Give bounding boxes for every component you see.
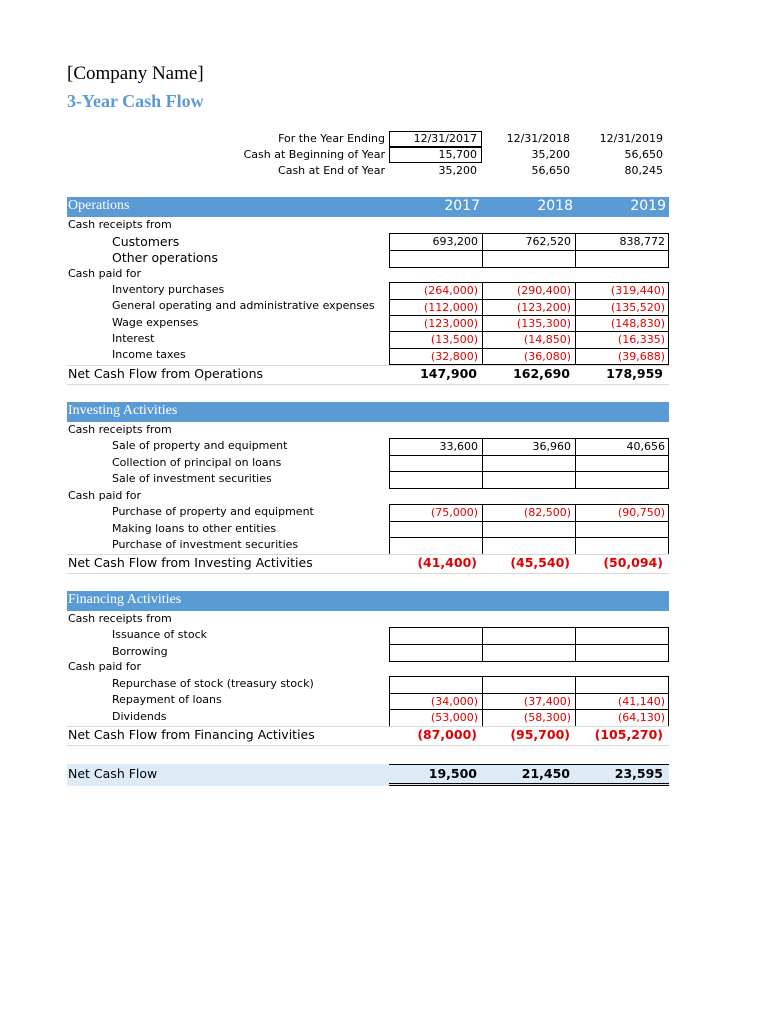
cash-end-2019: 80,245	[624, 164, 663, 177]
fin-net-2018: (95,700)	[510, 727, 570, 742]
ops-paid-4-2019[interactable]: (39,688)	[575, 349, 669, 365]
cash-beginning-label: Cash at Beginning of Year	[243, 148, 385, 161]
financing-header-band	[67, 591, 669, 611]
inv-paid-0-2019[interactable]: (90,750)	[575, 505, 669, 522]
cash-end-2018: 56,650	[531, 164, 570, 177]
inv-receipt-2-2018[interactable]	[482, 472, 575, 489]
year-ending-label: For the Year Ending	[278, 132, 385, 145]
net-cash-flow-2018: 21,450	[521, 766, 570, 781]
ops-net-2018: 162,690	[513, 366, 570, 381]
ops-paid-0-2018[interactable]: (290,400)	[482, 283, 575, 300]
fin-receipt-label-1: Borrowing	[112, 645, 168, 658]
inv-total-bottom-line	[67, 573, 669, 574]
inv-receipt-0-2018[interactable]: 36,960	[482, 439, 575, 456]
financing-title: Financing Activities	[68, 592, 182, 607]
inv-paid-1-2019[interactable]	[575, 522, 669, 538]
fin-receipts-label: Cash receipts from	[68, 612, 172, 625]
inv-net-2018: (45,540)	[510, 555, 570, 570]
ops-paid-0-2017[interactable]: (264,000)	[389, 283, 482, 300]
inv-paid-0-2017[interactable]: (75,000)	[389, 505, 482, 522]
inv-paid-label-0: Purchase of property and equipment	[112, 505, 314, 518]
fin-paid-2-2019[interactable]: (64,130)	[575, 710, 669, 727]
ops-paid-label-0: Inventory purchases	[112, 283, 225, 296]
ops-paid-3-2019[interactable]: (16,335)	[575, 332, 669, 349]
fin-paid-label: Cash paid for	[68, 660, 142, 673]
ops-receipts-label: Cash receipts from	[68, 218, 172, 231]
net-cash-flow-top-border	[389, 764, 669, 765]
year-2017-header: 2017	[444, 198, 480, 214]
fin-paid-0-2019[interactable]	[575, 677, 669, 694]
fin-receipt-1-2017[interactable]	[389, 645, 482, 662]
inv-receipt-label-0: Sale of property and equipment	[112, 439, 288, 452]
inv-paid-grid	[389, 504, 669, 554]
inv-receipt-1-2017[interactable]	[389, 456, 482, 472]
fin-receipt-1-2018[interactable]	[482, 645, 575, 662]
ops-paid-2-2017[interactable]: (123,000)	[389, 316, 482, 332]
fin-paid-0-2017[interactable]	[389, 677, 482, 694]
fin-total-bottom-line	[67, 745, 669, 746]
fin-paid-label-2: Dividends	[112, 710, 167, 723]
year-2018-header: 2018	[537, 198, 573, 214]
fin-paid-2-2017[interactable]: (53,000)	[389, 710, 482, 727]
ops-customers-label: Customers	[112, 234, 180, 249]
fin-receipt-0-2019[interactable]	[575, 628, 669, 645]
net-cash-flow-2017: 19,500	[428, 766, 477, 781]
inv-receipt-label-1: Collection of principal on loans	[112, 456, 282, 469]
year-ending-2018: 12/31/2018	[506, 132, 570, 145]
ops-net-label: Net Cash Flow from Operations	[68, 366, 264, 381]
ops-other-2017[interactable]	[389, 251, 482, 268]
report-title: 3-Year Cash Flow	[67, 91, 204, 111]
inv-receipt-label-2: Sale of investment securities	[112, 472, 272, 485]
ops-paid-grid	[389, 282, 669, 364]
cash-beginning-2017: 15,700	[438, 148, 477, 161]
ops-paid-label-2: Wage expenses	[112, 316, 199, 329]
fin-paid-1-2019[interactable]: (41,140)	[575, 694, 669, 710]
inv-receipt-1-2018[interactable]	[482, 456, 575, 472]
fin-paid-label-1: Repayment of loans	[112, 693, 222, 706]
ops-paid-1-2019[interactable]: (135,520)	[575, 300, 669, 316]
ops-paid-1-2017[interactable]: (112,000)	[389, 300, 482, 316]
year-ending-2017: 12/31/2017	[413, 132, 477, 145]
ops-customers-2018[interactable]: 762,520	[482, 234, 575, 251]
ops-paid-3-2018[interactable]: (14,850)	[482, 332, 575, 349]
fin-receipt-0-2018[interactable]	[482, 628, 575, 645]
ops-paid-2-2019[interactable]: (148,830)	[575, 316, 669, 332]
inv-receipt-2-2017[interactable]	[389, 472, 482, 489]
net-cash-flow-label: Net Cash Flow	[68, 766, 158, 781]
ops-other-label: Other operations	[112, 250, 218, 265]
year-2019-header: 2019	[630, 198, 666, 214]
inv-paid-1-2017[interactable]	[389, 522, 482, 538]
ops-other-2018[interactable]	[482, 251, 575, 268]
net-cash-flow-double-underline	[389, 783, 669, 786]
ops-paid-4-2017[interactable]: (32,800)	[389, 349, 482, 365]
fin-paid-2-2018[interactable]: (58,300)	[482, 710, 575, 727]
ops-paid-2-2018[interactable]: (135,300)	[482, 316, 575, 332]
cash-end-label: Cash at End of Year	[278, 164, 385, 177]
inv-net-2017: (41,400)	[417, 555, 477, 570]
ops-paid-4-2018[interactable]: (36,080)	[482, 349, 575, 365]
fin-paid-1-2017[interactable]: (34,000)	[389, 694, 482, 710]
fin-receipt-1-2019[interactable]	[575, 645, 669, 662]
cash-beginning-2018: 35,200	[531, 148, 570, 161]
ops-paid-label-4: Income taxes	[112, 348, 186, 361]
fin-paid-1-2018[interactable]: (37,400)	[482, 694, 575, 710]
ops-paid-label-3: Interest	[112, 332, 155, 345]
inv-receipt-0-2019[interactable]: 40,656	[575, 439, 669, 456]
inv-paid-1-2018[interactable]	[482, 522, 575, 538]
ops-net-2017: 147,900	[420, 366, 477, 381]
inv-paid-0-2018[interactable]: (82,500)	[482, 505, 575, 522]
ops-receipts-grid	[389, 233, 669, 267]
inv-receipt-1-2019[interactable]	[575, 456, 669, 472]
fin-receipts-grid	[389, 627, 669, 661]
ops-paid-1-2018[interactable]: (123,200)	[482, 300, 575, 316]
ops-net-2019: 178,959	[606, 366, 663, 381]
inv-paid-label-1: Making loans to other entities	[112, 522, 277, 535]
fin-paid-grid	[389, 676, 669, 726]
fin-net-2017: (87,000)	[417, 727, 477, 742]
investing-header-band	[67, 402, 669, 422]
inv-receipts-label: Cash receipts from	[68, 423, 172, 436]
ops-other-2019[interactable]	[575, 251, 669, 268]
inv-net-2019: (50,094)	[603, 555, 663, 570]
ops-paid-3-2017[interactable]: (13,500)	[389, 332, 482, 349]
operations-header-band	[67, 197, 669, 217]
ops-customers-2019[interactable]: 838,772	[575, 234, 669, 251]
fin-paid-label-0: Repurchase of stock (treasury stock)	[112, 677, 314, 690]
inv-paid-2-2017[interactable]	[389, 538, 482, 555]
ops-paid-label-1: General operating and administrative expenses	[112, 299, 375, 312]
ops-customers-2017[interactable]: 693,200	[389, 234, 482, 251]
net-cash-flow-2019: 23,595	[614, 766, 663, 781]
operations-title: Operations	[68, 198, 130, 213]
fin-receipt-0-2017[interactable]	[389, 628, 482, 645]
fin-net-2019: (105,270)	[594, 727, 663, 742]
cash-beginning-2019: 56,650	[624, 148, 663, 161]
inv-net-label: Net Cash Flow from Investing Activities	[68, 555, 313, 570]
ops-paid-0-2019[interactable]: (319,440)	[575, 283, 669, 300]
inv-receipt-2-2019[interactable]	[575, 472, 669, 489]
fin-paid-0-2018[interactable]	[482, 677, 575, 694]
investing-title: Investing Activities	[68, 403, 178, 418]
ops-paid-label: Cash paid for	[68, 267, 142, 280]
inv-receipts-grid	[389, 438, 669, 488]
cash-end-2017: 35,200	[438, 164, 477, 177]
inv-receipt-0-2017[interactable]: 33,600	[389, 439, 482, 456]
inv-paid-label: Cash paid for	[68, 489, 142, 502]
fin-receipt-label-0: Issuance of stock	[112, 628, 207, 641]
company-name: [Company Name]	[67, 63, 204, 84]
fin-net-label: Net Cash Flow from Financing Activities	[68, 727, 315, 742]
ops-total-bottom-line	[67, 384, 669, 385]
inv-paid-2-2018[interactable]	[482, 538, 575, 555]
inv-paid-label-2: Purchase of investment securities	[112, 538, 299, 551]
year-ending-2019: 12/31/2019	[599, 132, 663, 145]
inv-paid-2-2019[interactable]	[575, 538, 669, 555]
